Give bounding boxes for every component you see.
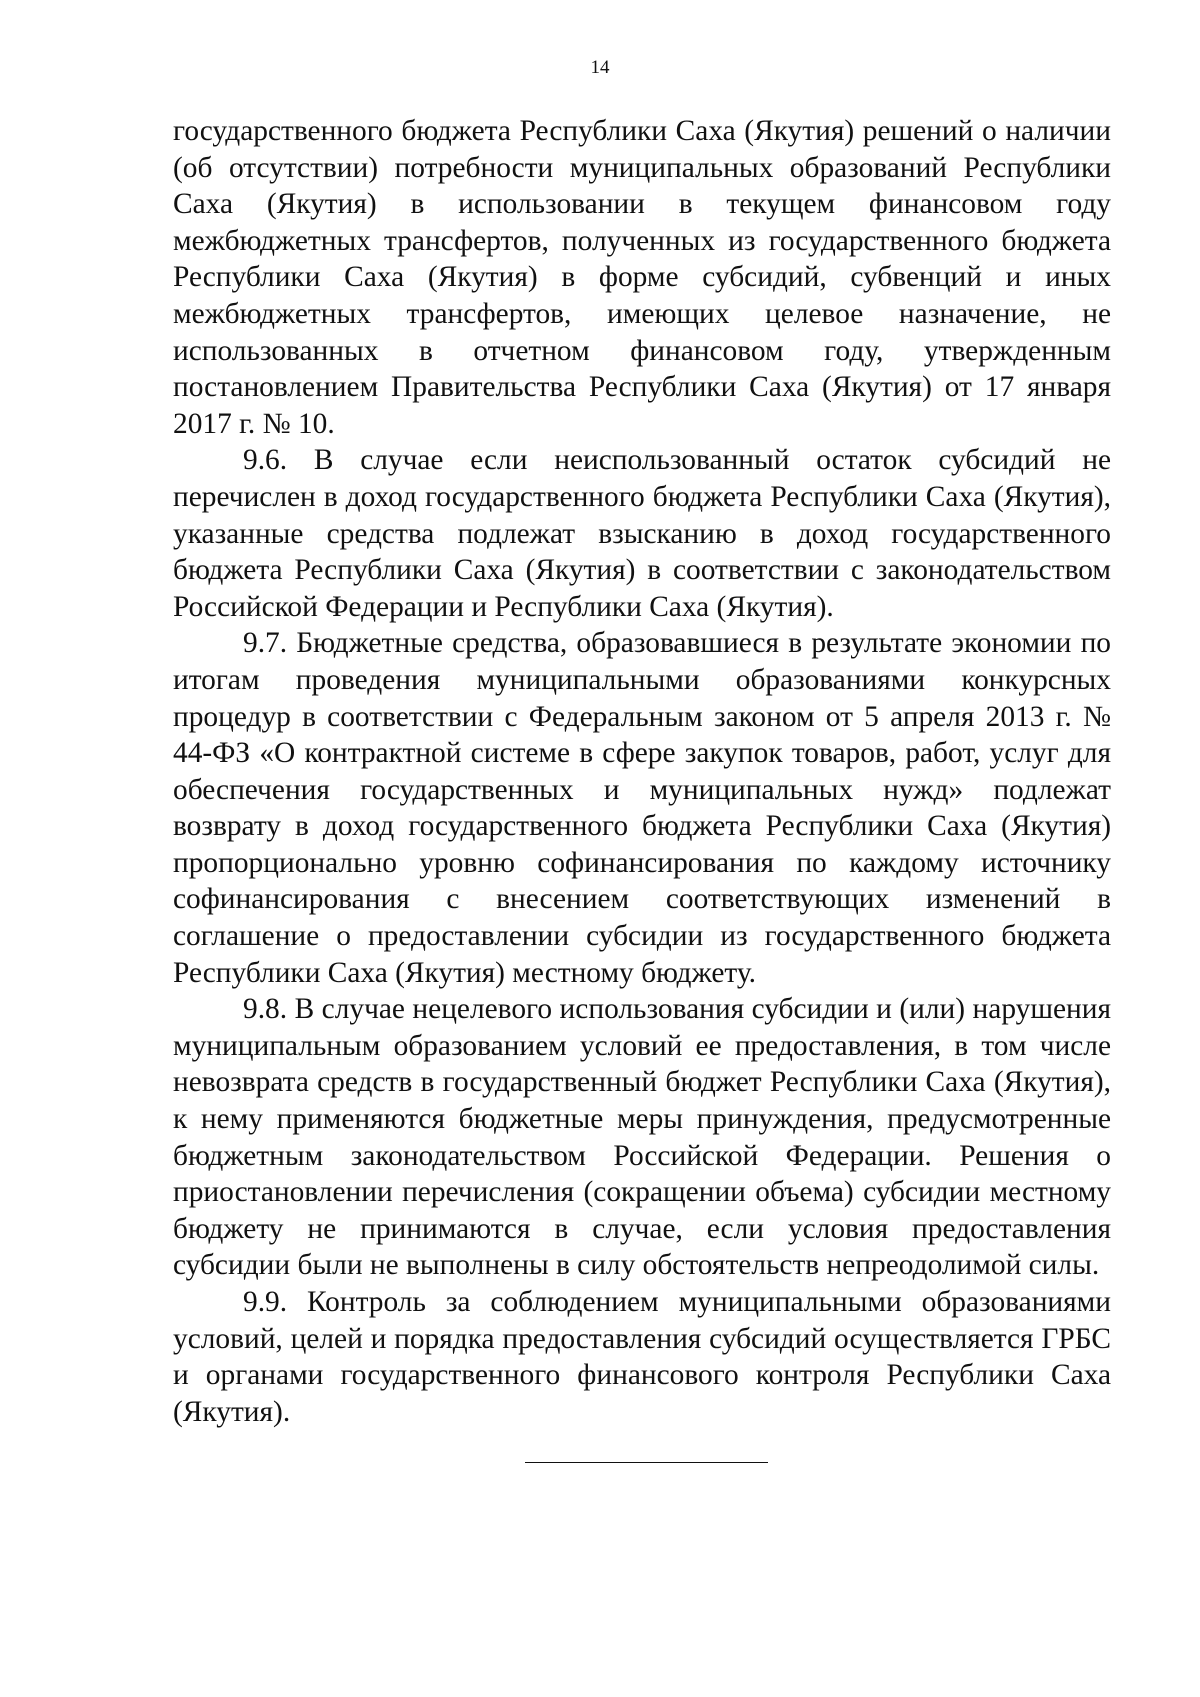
document-body (173, 113, 1111, 1430)
paragraph-9-6: 9.6. В случае если неиспользованный остаток субсидий не перечислен в доход государственного бюджета Республики Саха (Якутия), указанные средства подлежат взысканию в доход государственного бюджета Республики Саха (Якутия) в соответствии с законодательством Российской Федерации и Республики Саха (Якутия). (173, 444, 1111, 623)
paragraph-9-7: 9.7. Бюджетные средства, образовавшиеся в результате экономии по итогам проведения муниципальными образованиями конкурсных процедур в соответствии с Федеральным законом от 5 апреля 2013 г. № 44-ФЗ «О контрактной системе в сфере закупок товаров, работ, услуг для обеспечения государственных и муниципальных нужд» подлежат возврату в доход государственного бюджета Республики Саха (Якутия) пропорционально уровню софинансирования по каждому источнику софинансирования с внесением соответствующих изменений в соглашение о предоставлении субсидии из государственного бюджета Республики Саха (Якутия) местному бюджету. (173, 627, 1111, 989)
paragraph-continuation: государственного бюджета Республики Саха (Якутия) решений о наличии (об отсутствии) потребности муниципальных образований Республики Саха (Якутия) в использовании в текущем финансовом году межбюджетных трансфертов, полученных из государственного бюджета Республики Саха (Якутия) в форме субсидий, субвенций и иных межбюджетных трансфертов, имеющих целевое назначение, не использованных в отчетном финансовом году, утвержденным постановлением Правительства Республики Саха (Якутия) от 17 января 2017 г. № 10. (173, 115, 1111, 440)
page-number: 14 (590, 57, 610, 78)
paragraph-9-9: 9.9. Контроль за соблюдением муниципальными образованиями условий, целей и порядка предоставления субсидий осуществляется ГРБС и органами государственного финансового контроля Республики Саха (Якутия). (173, 1286, 1111, 1428)
paragraph-9-8: 9.8. В случае нецелевого использования субсидии и (или) нарушения муниципальным образованием условий ее предоставления, в том числе невозврата средств в государственный бюджет Республики Саха (Якутия), к нему применяются бюджетные меры принуждения, предусмотренные бюджетным законодательством Российской Федерации. Решения о приостановлении перечисления (сокращении объема) субсидии местному бюджету не принимаются в случае, если условия предоставления субсидии были не выполнены в силу обстоятельств непреодолимой силы. (173, 993, 1111, 1282)
end-of-document-rule (525, 1462, 768, 1463)
